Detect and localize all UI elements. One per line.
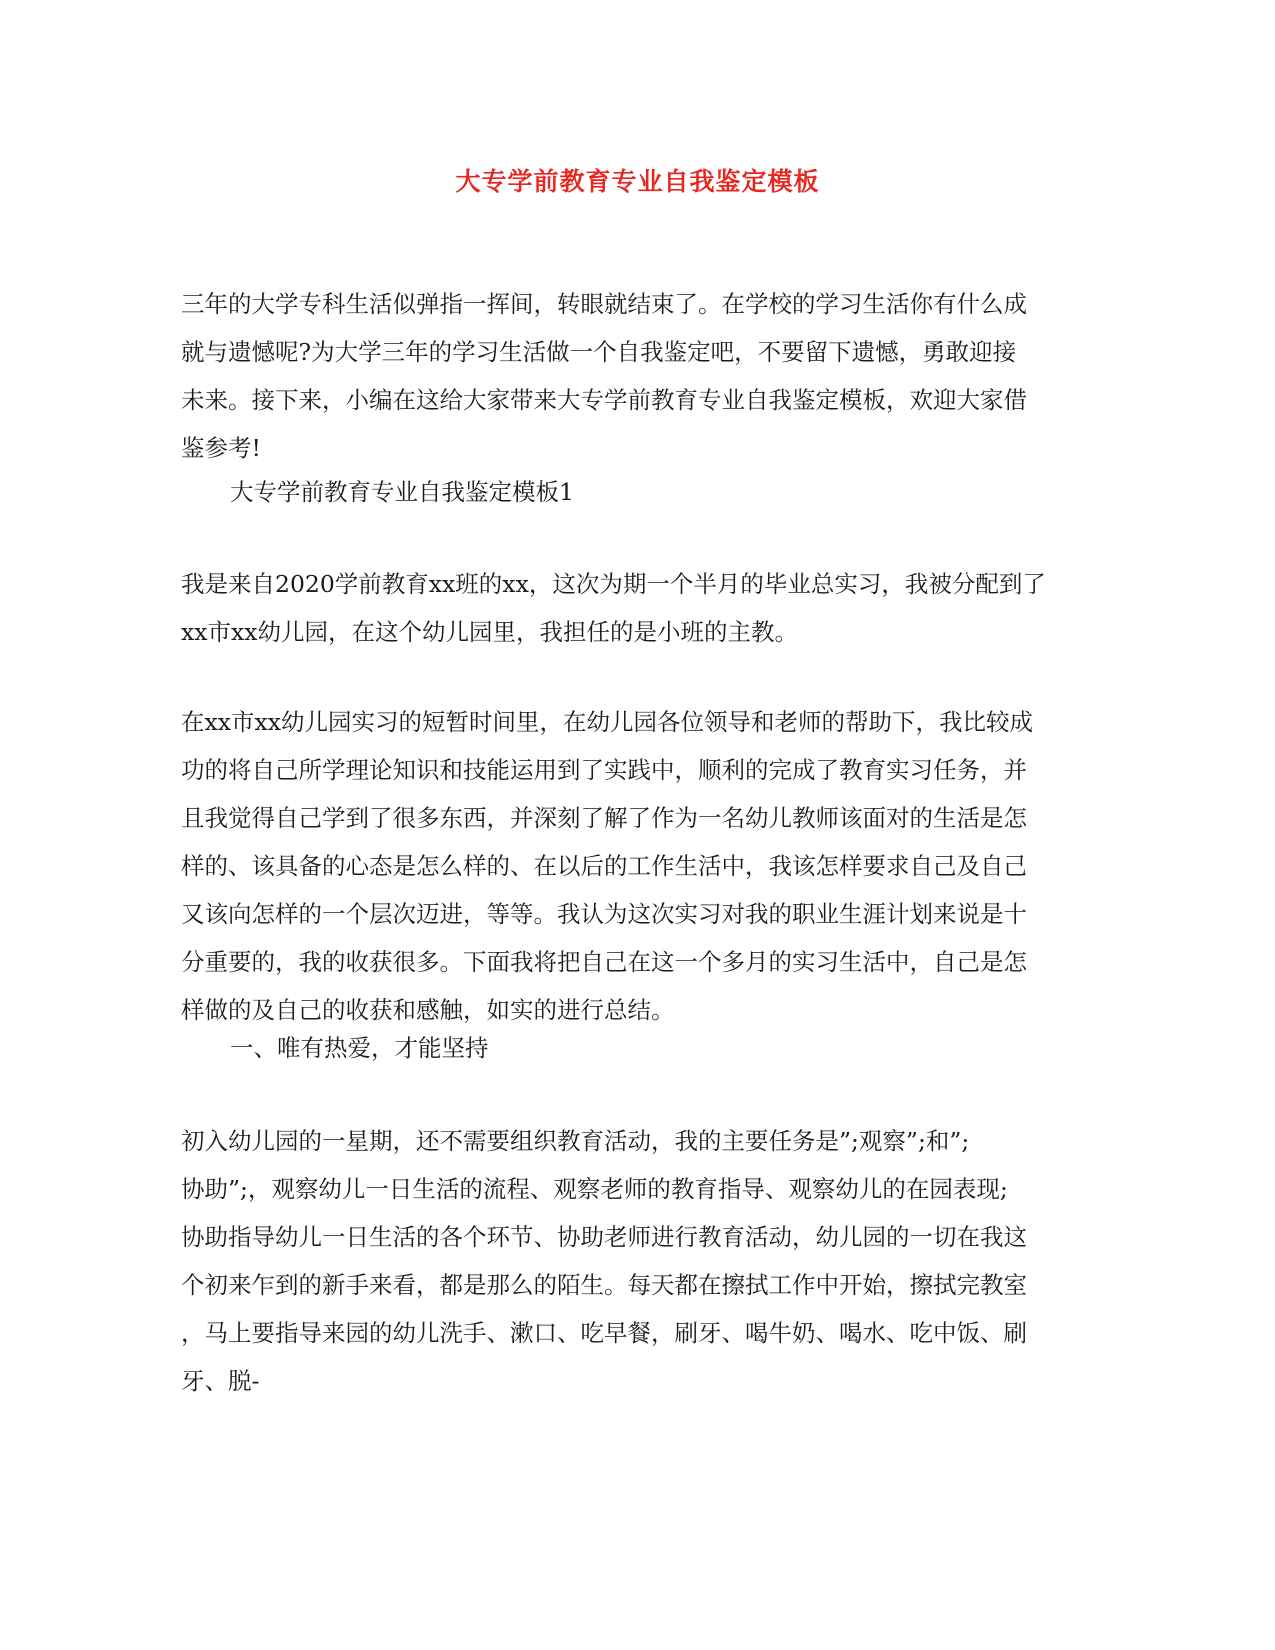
text-line: 在xx市xx幼儿园实习的短暂时间里，在幼儿园各位领导和老师的帮助下，我比较成 bbox=[181, 708, 1034, 736]
paragraph-3 bbox=[181, 1117, 1093, 1405]
subheading: 一、唯有热爱，才能坚持 bbox=[230, 1034, 489, 1062]
text-line: 我是来自2020学前教育xx班的xx，这次为期一个半月的毕业总实习，我被分配到了 bbox=[181, 570, 1046, 598]
text-line: 鉴参考! bbox=[181, 434, 261, 462]
document-title: 大专学前教育专业自我鉴定模板 bbox=[455, 167, 820, 196]
text-line: 功的将自己所学理论知识和技能运用到了实践中，顺利的完成了教育实习任务，并 bbox=[181, 756, 1027, 784]
text-line: 个初来乍到的新手来看，都是那么的陌生。每天都在擦拭工作中开始，擦拭完教室 bbox=[181, 1271, 1027, 1299]
text-line: 牙、脱- bbox=[181, 1367, 260, 1395]
section-heading: 大专学前教育专业自我鉴定模板1 bbox=[230, 478, 574, 506]
text-line: 三年的大学专科生活似弹指一挥间，转眼就结束了。在学校的学习生活你有什么成 bbox=[181, 290, 1027, 318]
text-line: 样做的及自己的收获和感触，如实的进行总结。 bbox=[181, 996, 675, 1024]
text-line: 又该向怎样的一个层次迈进，等等。我认为这次实习对我的职业生涯计划来说是十 bbox=[181, 900, 1027, 928]
text-line: 分重要的，我的收获很多。下面我将把自己在这一个多月的实习生活中，自己是怎 bbox=[181, 948, 1027, 976]
text-line: 且我觉得自己学到了很多东西，并深刻了解了作为一名幼儿教师该面对的生活是怎 bbox=[181, 804, 1027, 832]
paragraph-1 bbox=[181, 560, 1093, 656]
text-line: 就与遗憾呢?为大学三年的学习生活做一个自我鉴定吧，不要留下遗憾，勇敢迎接 bbox=[181, 338, 1017, 366]
text-line: ，马上要指导来园的幼儿洗手、漱口、吃早餐，刷牙、喝牛奶、喝水、吃中饭、刷 bbox=[181, 1319, 1027, 1347]
text-line: xx市xx幼儿园，在这个幼儿园里，我担任的是小班的主教。 bbox=[181, 618, 799, 646]
text-line: 初入幼儿园的一星期，还不需要组织教育活动，我的主要任务是”;观察”;和”; bbox=[181, 1127, 970, 1155]
text-line: 样的、该具备的心态是怎么样的、在以后的工作生活中，我该怎样要求自己及自己 bbox=[181, 852, 1027, 880]
paragraph-2 bbox=[181, 698, 1093, 1034]
text-line: 协助指导幼儿一日生活的各个环节、协助老师进行教育活动，幼儿园的一切在我这 bbox=[181, 1223, 1027, 1251]
intro-paragraph bbox=[181, 280, 1093, 472]
text-line: 未来。接下来，小编在这给大家带来大专学前教育专业自我鉴定模板，欢迎大家借 bbox=[181, 386, 1027, 414]
text-line: 协助”;，观察幼儿一日生活的流程、观察老师的教育指导、观察幼儿的在园表现; bbox=[181, 1175, 1008, 1203]
